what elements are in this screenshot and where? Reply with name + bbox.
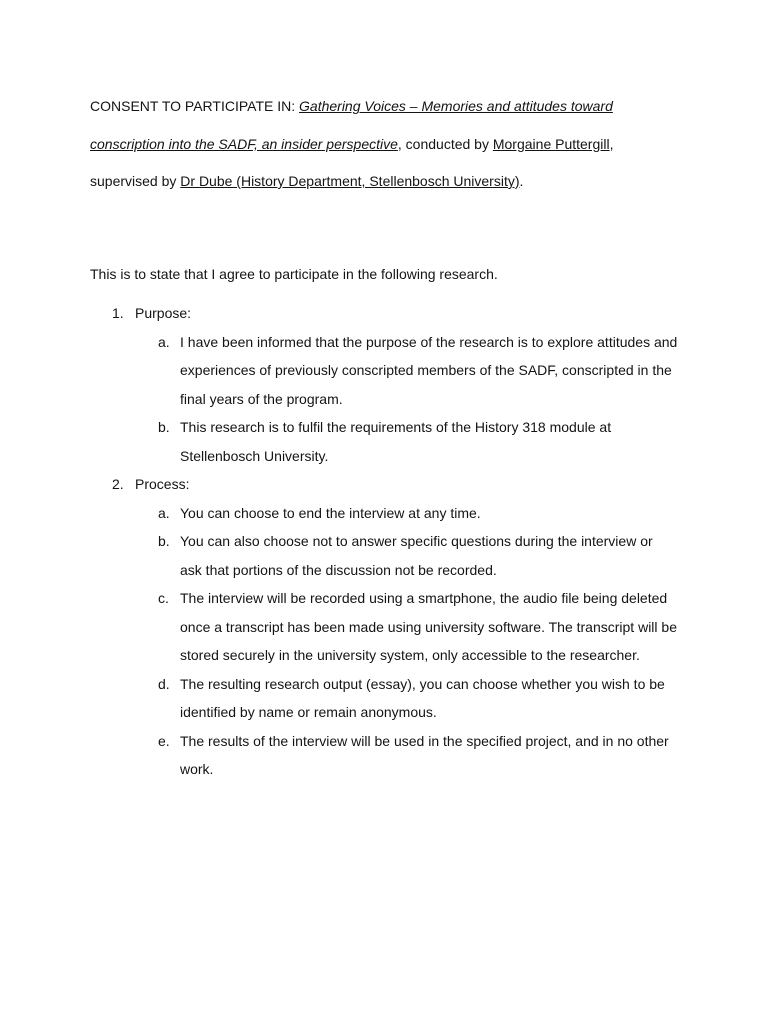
- item-text: The results of the interview will be used in the specified project, and in no other work.: [180, 732, 669, 777]
- item-letter: e.: [158, 732, 170, 749]
- item-text: I have been informed that the purpose of the research is to explore attitudes and experiences of previously conscripted members of the SADF, conscripted in the final years of the program.: [180, 333, 678, 407]
- item-letter: a.: [158, 504, 170, 521]
- item-text: This research is to fulfil the requirements of the History 318 module at Stellenbosch University.: [180, 419, 612, 464]
- item-letter: b.: [158, 419, 170, 435]
- list-item: [90, 527, 678, 584]
- supervised-by-text: , supervised by: [90, 135, 614, 189]
- list-item: [90, 413, 678, 470]
- consent-heading: [90, 88, 670, 201]
- supervisor-link[interactable]: Dr Dube (History Department, Stellenbosch University): [180, 173, 520, 189]
- list-item: [90, 584, 678, 670]
- project-title-link[interactable]: Gathering Voices – Memories and attitudes toward conscription into the SADF, an insider perspective: [90, 98, 613, 152]
- item-text: The resulting research output (essay), you can choose whether you wish to be identified by name or remain anonymous.: [180, 675, 665, 720]
- heading-prefix: CONSENT TO PARTICIPATE IN:: [90, 98, 300, 114]
- conducted-by-text: , conducted by: [397, 135, 493, 152]
- list-item: [90, 328, 678, 414]
- intro-statement: This is to state that I agree to participate in the following research.: [90, 266, 498, 282]
- item-text: You can also choose not to answer specific questions during the interview or ask that portions of the discussion not be recorded.: [180, 533, 653, 578]
- section-number: 1.: [112, 305, 124, 321]
- list-item: [90, 499, 678, 528]
- item-text: The interview will be recorded using a smartphone, the audio file being deleted once a transcript has been made using university software. The transcript will be stored securely in the university system, only accessible to the researcher.: [180, 590, 677, 663]
- item-letter: d.: [158, 675, 170, 692]
- section-number: 2.: [112, 476, 124, 492]
- heading-end-period: .: [519, 173, 524, 189]
- item-text: You can choose to end the interview at any time.: [180, 504, 481, 521]
- item-letter: b.: [158, 533, 170, 549]
- section-title: Purpose:: [135, 305, 192, 321]
- list-item: [90, 727, 678, 784]
- item-letter: c.: [158, 590, 169, 606]
- section-purpose: [90, 299, 690, 328]
- section-title: Process:: [135, 476, 190, 492]
- list-item: [90, 670, 678, 727]
- item-letter: a.: [158, 333, 170, 350]
- consent-sections-list: [90, 299, 690, 784]
- section-process: [90, 470, 690, 499]
- researcher-link[interactable]: Morgaine Puttergill: [492, 135, 610, 152]
